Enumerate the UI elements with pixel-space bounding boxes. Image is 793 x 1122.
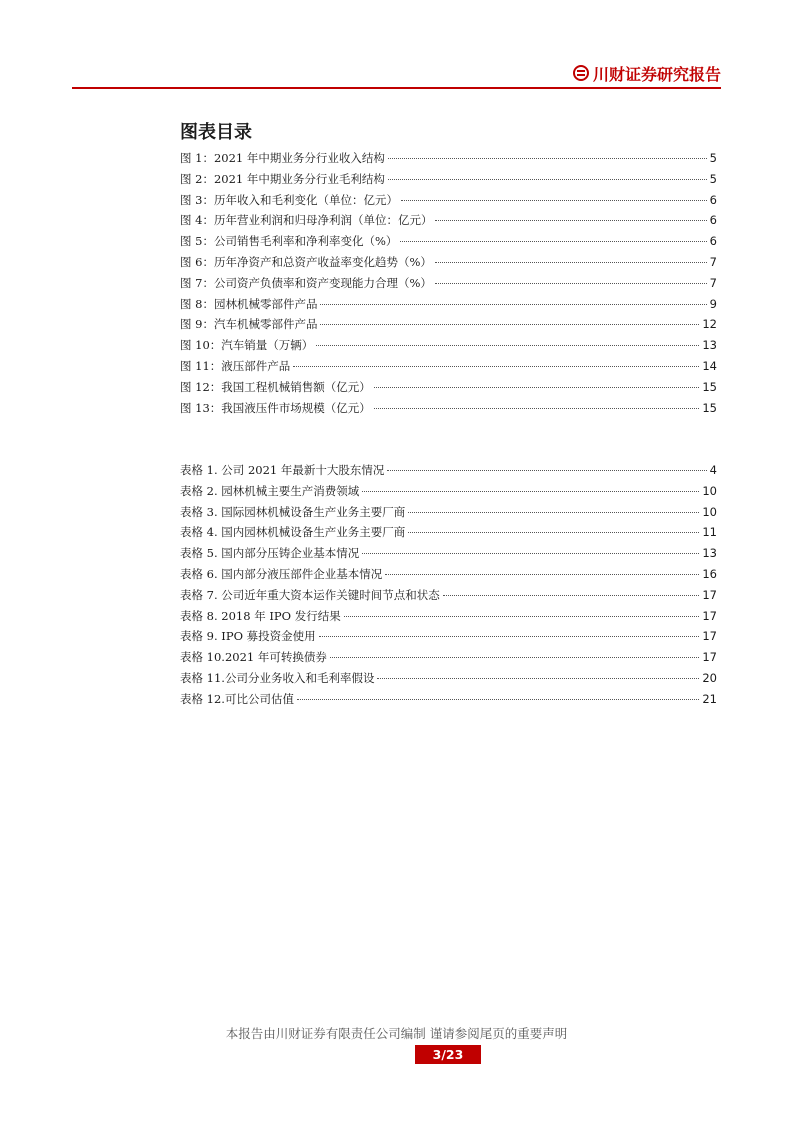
toc-entry-page: 21 xyxy=(702,691,717,706)
toc-entry[interactable] xyxy=(180,504,717,525)
dot-leader xyxy=(443,595,700,596)
dot-leader xyxy=(320,324,699,325)
dot-leader xyxy=(435,283,707,284)
toc-entry-page: 17 xyxy=(702,608,717,623)
toc-entry-page: 15 xyxy=(702,379,717,394)
toc-entry-label: 图 11：液压部件产品 xyxy=(180,358,291,373)
toc-entry-page: 5 xyxy=(709,171,717,186)
footer-disclaimer: 本报告由川财证券有限责任公司编制 谨请参阅尾页的重要声明 xyxy=(225,1026,568,1041)
dot-leader xyxy=(344,616,700,617)
toc-entry[interactable] xyxy=(180,608,717,629)
header-divider xyxy=(72,87,721,89)
figure-list xyxy=(180,150,717,420)
toc-entry-label: 图 4：历年营业利润和归母净利润（单位：亿元） xyxy=(180,213,433,228)
toc-entry-label: 图 5：公司销售毛利率和净利率变化（%） xyxy=(180,234,398,249)
toc-entry-page: 12 xyxy=(702,317,717,332)
dot-leader xyxy=(377,678,699,679)
dot-leader xyxy=(362,491,699,492)
toc-entry[interactable] xyxy=(180,316,717,337)
toc-entry[interactable] xyxy=(180,379,717,400)
toc-entry-page: 7 xyxy=(709,254,717,269)
toc-entry-label: 表格 1. 公司 2021 年最新十大股东情况 xyxy=(180,463,385,477)
dot-leader xyxy=(374,387,700,388)
toc-entry-page: 10 xyxy=(702,504,717,519)
dot-leader xyxy=(388,179,707,180)
dot-leader xyxy=(385,574,699,575)
toc-entry-page: 14 xyxy=(702,358,717,373)
toc-entry-label: 图 7：公司资产负债率和资产变现能力合理（%） xyxy=(180,275,432,290)
toc-entry-label: 表格 3. 国际园林机械设备生产业务主要厂商 xyxy=(180,504,406,519)
toc-entry[interactable] xyxy=(180,566,717,587)
toc-entry[interactable] xyxy=(180,587,717,608)
toc-entry-page: 17 xyxy=(702,650,717,665)
dot-leader xyxy=(387,470,706,471)
toc-entry-page: 20 xyxy=(702,670,717,685)
toc-entry-page: 13 xyxy=(702,546,717,561)
dot-leader xyxy=(320,304,706,305)
brand-name: 川财证券研究报告 xyxy=(592,64,721,84)
toc-entry-label: 表格 2. 园林机械主要生产消费领域 xyxy=(180,483,360,498)
report-header xyxy=(573,60,721,86)
toc-entry[interactable] xyxy=(180,171,717,192)
toc-entry[interactable] xyxy=(180,358,717,379)
toc-entry-page: 6 xyxy=(709,234,717,249)
toc-title: 图表目录 xyxy=(180,122,252,143)
toc-entry-label: 表格 5. 国内部分压铸企业基本情况 xyxy=(180,546,360,561)
toc-entry[interactable] xyxy=(180,400,717,421)
toc-entry[interactable] xyxy=(180,192,717,213)
toc-entry[interactable] xyxy=(180,691,717,712)
toc-entry-label: 表格 6. 国内部分液压部件企业基本情况 xyxy=(180,566,383,581)
table-list xyxy=(180,462,717,712)
dot-leader xyxy=(435,220,706,221)
toc-entry[interactable] xyxy=(180,212,717,233)
toc-entry-label: 表格 10.2021 年可转换债券 xyxy=(180,650,327,665)
toc-entry-page: 6 xyxy=(709,213,717,228)
toc-entry-label: 表格 8. 2018 年 IPO 发行结果 xyxy=(180,608,341,623)
toc-entry[interactable] xyxy=(180,628,717,649)
dot-leader xyxy=(401,200,707,201)
toc-entry-label: 图 6：历年净资产和总资产收益率变化趋势（%） xyxy=(180,254,432,269)
toc-entry-label: 图 9：汽车机械零部件产品 xyxy=(180,317,318,332)
toc-entry[interactable] xyxy=(180,670,717,691)
toc-entry-label: 图 12：我国工程机械销售额（亿元） xyxy=(180,379,371,394)
toc-entry-label: 图 3：历年收入和毛利变化（单位：亿元） xyxy=(180,192,398,207)
toc-entry-page: 4 xyxy=(709,463,717,477)
toc-entry-page: 9 xyxy=(709,296,717,311)
dot-leader xyxy=(408,532,699,533)
toc-entry-label: 表格 9. IPO 募投资金使用 xyxy=(180,629,316,644)
toc-entry-label: 表格 7. 公司近年重大资本运作关键时间节点和状态 xyxy=(180,587,440,602)
dot-leader xyxy=(330,657,699,658)
toc-entry-page: 10 xyxy=(702,483,717,498)
dot-leader xyxy=(362,553,699,554)
toc-entry[interactable] xyxy=(180,275,717,296)
dot-leader xyxy=(388,158,707,159)
toc-entry[interactable] xyxy=(180,483,717,504)
toc-entry-page: 11 xyxy=(702,525,717,540)
toc-entry-page: 17 xyxy=(702,587,717,602)
toc-entry[interactable] xyxy=(180,233,717,254)
dot-leader xyxy=(400,241,706,242)
toc-entry[interactable] xyxy=(180,649,717,670)
dot-leader xyxy=(316,345,699,346)
toc-entry-label: 图 8：园林机械零部件产品 xyxy=(180,296,318,311)
toc-entry-page: 5 xyxy=(709,151,717,165)
chuancai-logo-icon xyxy=(573,65,589,81)
toc-entry[interactable] xyxy=(180,545,717,566)
toc-entry-page: 6 xyxy=(709,192,717,207)
toc-entry[interactable] xyxy=(180,462,717,483)
toc-entry[interactable] xyxy=(180,337,717,358)
toc-entry[interactable] xyxy=(180,150,717,171)
toc-entry[interactable] xyxy=(180,524,717,545)
toc-entry-label: 表格 12.可比公司估值 xyxy=(180,691,294,706)
dot-leader xyxy=(297,699,699,700)
toc-entry-page: 16 xyxy=(702,566,717,581)
toc-entry-label: 表格 4. 国内园林机械设备生产业务主要厂商 xyxy=(180,525,406,540)
toc-entry-page: 7 xyxy=(709,275,717,290)
toc-entry-label: 图 10：汽车销量（万辆） xyxy=(180,338,314,353)
toc-entry[interactable] xyxy=(180,254,717,275)
page-number-badge: 3/23 xyxy=(415,1045,481,1064)
dot-leader xyxy=(319,636,700,637)
toc-entry-label: 表格 11.公司分业务收入和毛利率假设 xyxy=(180,670,375,685)
dot-leader xyxy=(293,366,699,367)
toc-entry-label: 图 2：2021 年中期业务分行业毛利结构 xyxy=(180,171,385,186)
dot-leader xyxy=(374,408,700,409)
toc-entry-page: 17 xyxy=(702,629,717,644)
toc-entry-page: 13 xyxy=(702,338,717,353)
toc-entry-page: 15 xyxy=(702,400,717,415)
dot-leader xyxy=(435,262,707,263)
toc-entry-label: 图 1：2021 年中期业务分行业收入结构 xyxy=(180,151,385,165)
toc-entry[interactable] xyxy=(180,296,717,317)
toc-entry-label: 图 13：我国液压件市场规模（亿元） xyxy=(180,400,371,415)
dot-leader xyxy=(408,512,699,513)
